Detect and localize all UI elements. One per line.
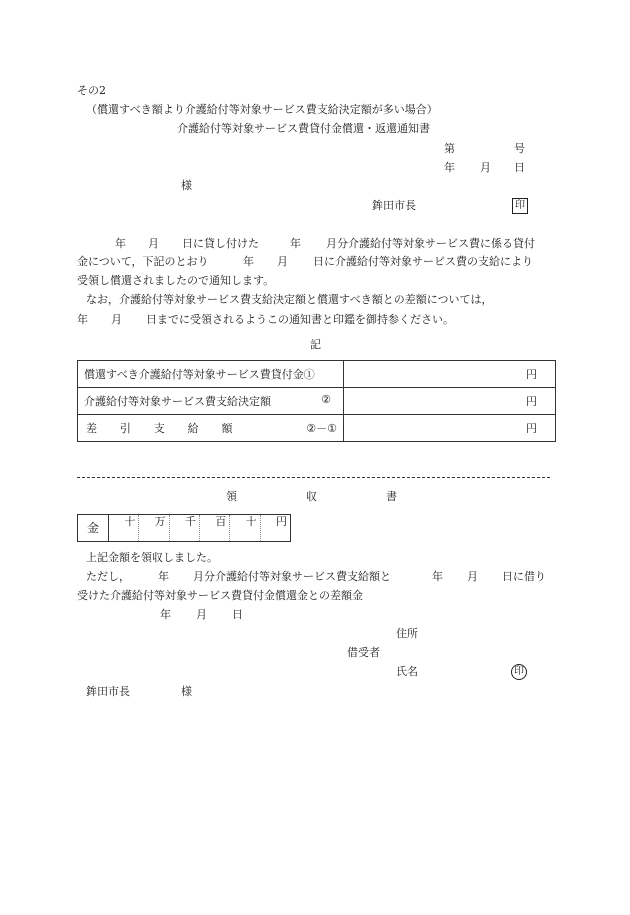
ref-month: 月 [480,161,491,174]
money-unit: 十 [109,515,139,541]
receipt-sama: 様 [181,685,192,698]
seal-square-icon: 印 [512,198,528,214]
row3-char: 額 [221,422,233,435]
money-lead: 金 [78,515,109,541]
name-label: 氏名 [396,665,418,678]
body-p5-month: 月 [111,313,122,326]
row3-char: 給 [187,422,199,435]
row3-char: 差 [86,422,97,435]
ref-year: 年 [444,161,455,174]
row3-char: 引 [119,422,131,435]
body-p5-year: 年 [77,313,88,326]
receipt-l2-month2: 月 [467,570,478,583]
body-p4: なお，介護給付等対象サービス費支給決定額と償還すべき額との差額については， [86,293,493,306]
receipt-title-char: 領 [226,490,237,503]
receipt-date-month: 月 [196,608,207,621]
table-row [78,388,556,415]
receipt-l2-year2: 年 [432,570,443,583]
addressee-sama: 様 [181,179,192,192]
body-p2-month: 月 [277,255,288,268]
receipt-date-year: 年 [160,608,171,621]
table-row [78,415,556,442]
body-p1-text2: 月分介護給付等対象サービス費に係る貸付 [326,237,535,250]
receipt-l2-text2: 日に借り [502,570,546,583]
receipt-l1: 上記金額を領収しました。 [86,551,218,564]
cut-line [77,477,550,478]
row1-unit: 円 [344,361,556,388]
row2-unit: 円 [344,388,556,415]
table-row [78,361,556,388]
receipt-title-char: 収 [306,490,317,503]
body-p1-month: 月 [148,237,159,250]
issuer-name: 鉾田市長 [372,199,416,212]
document-title: 介護給付等対象サービス費貸付金償還・返還通知書 [177,122,430,135]
ref-day: 日 [514,161,525,174]
money-unit: 円 [275,515,287,528]
receipt-to: 鉾田市長 [86,685,130,698]
row3-char: 支 [153,422,165,435]
condition-note: （償還すべき額より介護給付等対象サービス費支給決定額が多い場合） [86,103,438,116]
money-unit: 万 [139,515,169,541]
receipt-l3: 受けた介護給付等対象サービス費貸付金償還金との差額金 [77,589,363,602]
receipt-l2-text: 月分介護給付等対象サービス費支給額と [193,570,391,583]
body-p2-text: 金について，下記のとおり [77,255,209,268]
amount-table [77,360,556,442]
receipt-l2-a: ただし， [86,570,130,583]
money-unit: 千 [170,515,200,541]
row2-mark: ② [321,393,331,406]
borrower-label: 借受者 [347,646,380,659]
money-unit: 百 [200,515,230,541]
body-p3: 受領し償還されましたので通知します。 [77,274,275,287]
body-p2-text2: 日に介護給付等対象サービス費の支給により [313,255,533,268]
address-label: 住所 [396,627,418,640]
form-number: その2 [77,84,106,97]
body-p1-text: 日に貸し付けた [182,237,259,250]
ref-go: 号 [514,142,525,155]
body-p2-year: 年 [243,255,254,268]
ki-heading: 記 [310,338,321,351]
body-p1-year2: 年 [290,237,301,250]
row2-label: 介護給付等対象サービス費支給決定額 [84,395,271,408]
receipt-l2-year: 年 [158,570,169,583]
ref-dai: 第 [444,142,455,155]
receipt-title-char: 書 [386,490,397,503]
body-p5-text: 日までに受領されるようこの通知書と印鑑を御持参ください。 [146,313,454,326]
body-p1-year: 年 [115,237,126,250]
money-box [77,514,291,542]
seal-round-icon: 印 [511,664,527,680]
money-unit: 十 [230,515,260,541]
row1-label: 償還すべき介護給付等対象サービス費貸付金① [78,361,344,388]
row3-unit: 円 [344,415,556,442]
receipt-date-day: 日 [232,608,243,621]
row3-mark: ②－① [306,422,337,435]
